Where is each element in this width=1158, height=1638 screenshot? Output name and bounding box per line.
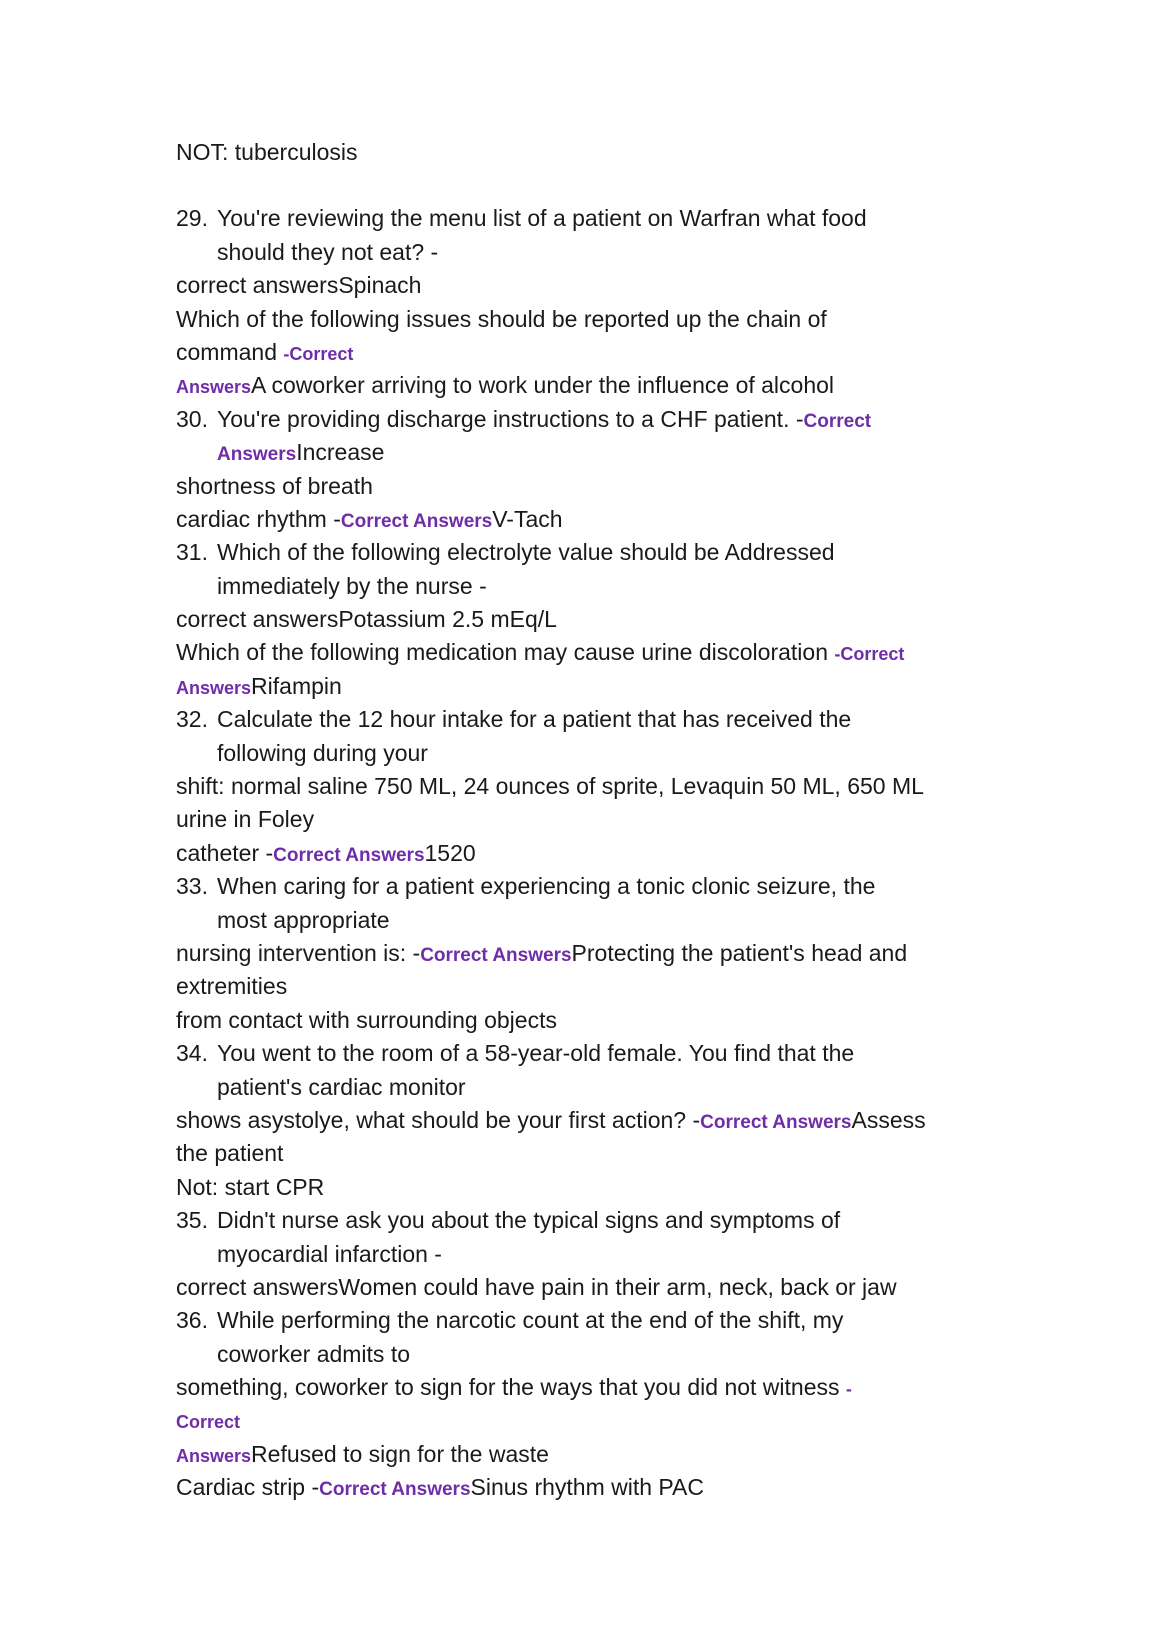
q32-answer-line — [176, 837, 1006, 870]
q35-question-text-cont: myocardial infarction - — [217, 1240, 442, 1267]
q29-question-text-cont: should they not eat? - — [217, 238, 439, 265]
q29-line-2 — [176, 236, 1006, 269]
correct-answers-marker: Correct Answers — [340, 510, 493, 532]
q30-question-text: You're providing discharge instructions to a CHF patient. - — [217, 405, 804, 432]
chain-answer-text: A coworker arriving to work under the influence of alcohol — [251, 372, 835, 399]
q33-line-2 — [176, 904, 1006, 937]
document-body — [176, 136, 1006, 1505]
urine-question-line — [176, 636, 1006, 669]
cardiac-rhythm-question: cardiac rhythm - — [176, 505, 341, 532]
q36-line-3 — [176, 1371, 1006, 1404]
q34-line-4: the patient — [176, 1140, 284, 1167]
q32-number: 32. — [176, 706, 208, 733]
cardiac-rhythm-line — [176, 503, 1006, 536]
correct-answers-marker: -Correct — [834, 644, 905, 665]
q32-line-4: urine in Foley — [176, 806, 315, 833]
q35-line-2 — [176, 1238, 1006, 1271]
q34-line-5: Not: start CPR — [176, 1173, 325, 1200]
q33-question-tail: nursing intervention is: - — [176, 939, 421, 966]
q34-number: 34. — [176, 1040, 208, 1067]
correct-answers-marker: Answers — [176, 1445, 252, 1466]
q32-question-text: Calculate the 12 hour intake for a patient that has received the — [217, 706, 852, 733]
q35-answer-line: correct answersWomen could have pain in their arm, neck, back or jaw — [176, 1273, 897, 1300]
q30-number: 30. — [176, 405, 208, 432]
q33-line-1 — [176, 870, 1006, 903]
q31-line-2 — [176, 570, 1006, 603]
correct-answers-marker: Correct Answers — [420, 944, 572, 966]
q33-number: 33. — [176, 873, 208, 900]
q31-number: 31. — [176, 539, 208, 566]
q36-number: 36. — [176, 1307, 208, 1334]
chain-question-line-2 — [176, 336, 1006, 369]
q32-line-2 — [176, 737, 1006, 770]
q29-answer-line: correct answersSpinach — [176, 272, 422, 299]
q34-question-text-cont: patient's cardiac monitor — [217, 1073, 466, 1100]
q36-line-1 — [176, 1304, 1006, 1337]
q36-answer-text: Refused to sign for the waste — [251, 1440, 549, 1467]
not-tuberculosis-line: NOT: tuberculosis — [176, 139, 358, 165]
paragraph-gap — [176, 169, 1006, 202]
q29-line-1 — [176, 202, 1006, 235]
q34-question-text: You went to the room of a 58-year-old female. You find that the — [217, 1040, 855, 1067]
q31-line-1 — [176, 536, 1006, 569]
q33-answer-line — [176, 937, 1006, 970]
q31-answer-line: correct answersPotassium 2.5 mEq/L — [176, 606, 557, 633]
correct-answers-marker: Answers — [176, 377, 252, 398]
q35-number: 35. — [176, 1207, 208, 1234]
urine-answer-text: Rifampin — [251, 672, 342, 699]
chain-question-text: command — [176, 338, 284, 365]
q36-question-tail: something, coworker to sign for the ways that you did not witness — [176, 1374, 846, 1401]
q34-line-2 — [176, 1071, 1006, 1104]
q33-line-5: from contact with surrounding objects — [176, 1006, 557, 1033]
q34-question-tail: shows asystolye, what should be your first action? - — [176, 1106, 701, 1133]
correct-answers-marker: Correct — [176, 1412, 241, 1433]
correct-answers-marker: Correct Answers — [700, 1111, 852, 1133]
q31-question-text-cont: immediately by the nurse - — [217, 572, 487, 599]
correct-answers-marker: Answers — [217, 444, 297, 466]
correct-answers-marker: - — [845, 1379, 852, 1400]
q30-answer-text: Increase — [296, 439, 385, 466]
cardiac-strip-question: Cardiac strip - — [176, 1474, 320, 1501]
q36-line-2 — [176, 1338, 1006, 1371]
cardiac-strip-line — [176, 1471, 1006, 1504]
q34-answer-text: Assess — [851, 1106, 926, 1133]
q36-answer-line — [176, 1438, 1006, 1471]
q33-question-text: When caring for a patient experiencing a tonic clonic seizure, the — [217, 873, 876, 900]
q36-question-text: While performing the narcotic count at the end of the shift, my — [217, 1307, 844, 1334]
q30-line-3: shortness of breath — [176, 472, 373, 499]
q32-question-text-cont: following during your — [217, 739, 428, 766]
q35-line-1 — [176, 1204, 1006, 1237]
q29-question-text: You're reviewing the menu list of a patient on Warfran what food — [217, 205, 867, 232]
correct-answers-marker: Correct Answers — [273, 844, 425, 866]
correct-answers-marker: Correct Answers — [319, 1479, 471, 1501]
chain-question-line-1: Which of the following issues should be reported up the chain of — [176, 305, 827, 332]
q34-answer-line — [176, 1104, 1006, 1137]
q36-line-4 — [176, 1404, 1006, 1437]
urine-question-text: Which of the following medication may cause urine discoloration — [176, 639, 835, 666]
q36-question-text-cont: coworker admits to — [217, 1340, 411, 1367]
cardiac-strip-answer: Sinus rhythm with PAC — [470, 1474, 704, 1501]
correct-answers-marker: Correct — [803, 410, 872, 432]
q35-question-text: Didn't nurse ask you about the typical signs and symptoms of — [217, 1207, 841, 1234]
q29-number: 29. — [176, 205, 208, 232]
q30-line-1 — [176, 403, 1006, 436]
q30-line-2 — [176, 436, 1006, 469]
q32-line-3: shift: normal saline 750 ML, 24 ounces of sprite, Levaquin 50 ML, 650 ML — [176, 773, 924, 800]
q32-line-1 — [176, 703, 1006, 736]
q34-line-1 — [176, 1037, 1006, 1070]
cardiac-rhythm-answer: V-Tach — [492, 505, 563, 532]
chain-answer-line — [176, 369, 1006, 402]
q32-question-tail: catheter - — [176, 839, 274, 866]
correct-answers-marker: -Correct — [283, 343, 354, 364]
q33-answer-text: Protecting the patient's head and — [571, 939, 908, 966]
urine-answer-line — [176, 670, 1006, 703]
q33-question-text-cont: most appropriate — [217, 906, 390, 933]
correct-answers-marker: Answers — [176, 677, 252, 698]
q33-line-4: extremities — [176, 973, 288, 1000]
q31-question-text: Which of the following electrolyte value should be Addressed — [217, 539, 835, 566]
q32-answer-text: 1520 — [424, 839, 476, 866]
